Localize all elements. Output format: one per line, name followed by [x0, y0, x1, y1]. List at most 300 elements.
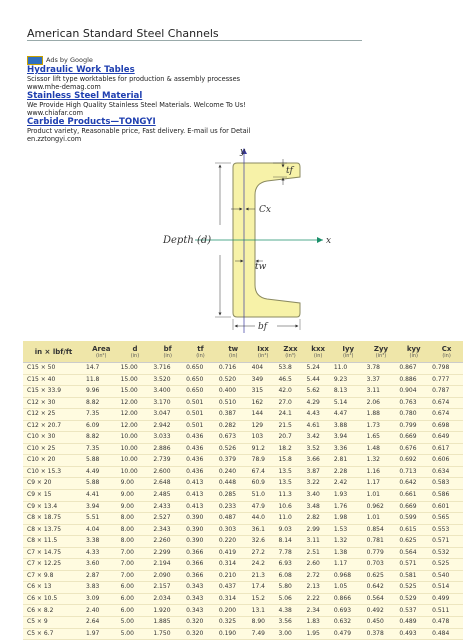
table-cell: 0.510 [217, 397, 250, 409]
table-cell: 46.5 [276, 374, 304, 386]
table-cell: 3.38 [84, 536, 119, 548]
table-cell: 4.49 [84, 466, 119, 478]
table-cell: 5.80 [276, 582, 304, 594]
column-header-label: kyy [406, 344, 421, 353]
tf-label: tf [286, 166, 293, 176]
table-cell: 2.22 [304, 593, 331, 605]
table-cell: 15.8 [276, 455, 304, 467]
table-cell: 0.390 [184, 536, 217, 548]
table-cell: 0.581 [397, 570, 430, 582]
table-cell: 0.564 [397, 547, 430, 559]
x-axis-label: x [326, 236, 332, 246]
ad-description: Product variety, Reasonable price, Fast delivery. E-mail us for Detail [27, 127, 251, 135]
table-cell: 0.777 [430, 374, 463, 386]
table-cell: C6 × 13 [23, 582, 84, 594]
table-cell: 36.1 [250, 524, 277, 536]
table-cell: C5 × 9 [23, 617, 84, 629]
table-cell: 0.904 [397, 386, 430, 398]
table-cell: 0.642 [365, 582, 398, 594]
table-row [23, 524, 463, 536]
table-cell: 0.642 [397, 478, 430, 490]
table-cell: C15 × 33.9 [23, 386, 84, 398]
table-cell: 0.233 [217, 501, 250, 513]
table-cell: 3.94 [332, 432, 365, 444]
table-cell: C12 × 20.7 [23, 420, 84, 432]
table-row [23, 409, 463, 421]
table-cell: 2.06 [365, 397, 398, 409]
table-cell: 0.669 [397, 501, 430, 513]
table-cell: 5.00 [119, 617, 152, 629]
table-cell: 0.599 [397, 513, 430, 525]
ad-title-link[interactable]: Carbide Products—TONGYI [27, 117, 156, 127]
table-cell: 1.05 [332, 582, 365, 594]
table-cell: 13.5 [276, 466, 304, 478]
table-cell: 3.37 [365, 374, 398, 386]
table-cell: 0.413 [184, 478, 217, 490]
column-header-unit: (in) [130, 352, 140, 359]
table-cell: 103 [250, 432, 277, 444]
table-cell: 12.00 [119, 409, 152, 421]
ad-item [27, 117, 367, 143]
y-axis-label: y [240, 147, 246, 157]
table-cell: 24.1 [276, 409, 304, 421]
table-cell: 1.17 [332, 559, 365, 571]
table-cell: 11.8 [84, 374, 119, 386]
table-cell: 0.479 [332, 628, 365, 640]
table-cell: 2.433 [151, 501, 184, 513]
table-cell: 7.00 [119, 559, 152, 571]
column-header-label: Zyy [373, 344, 389, 353]
table-cell: 51.0 [250, 490, 277, 502]
table-cell: 2.34 [304, 605, 331, 617]
page-title: American Standard Steel Channels [27, 27, 219, 40]
table-cell: 0.200 [217, 605, 250, 617]
column-header-unit: (in) [409, 352, 418, 359]
table-cell: 0.674 [430, 409, 463, 421]
table-cell: 2.60 [304, 559, 331, 571]
table-cell: 0.220 [217, 536, 250, 548]
table-cell: 0.553 [430, 524, 463, 536]
table-cell: 162 [250, 397, 277, 409]
column-header-label: in × lbf/ft [34, 347, 73, 356]
table-cell: 5.88 [84, 478, 119, 490]
table-cell: 1.01 [365, 513, 398, 525]
table-cell: 1.32 [332, 536, 365, 548]
table-cell: 0.450 [365, 617, 398, 629]
table-cell: 0.703 [365, 559, 398, 571]
table-cell: 0.487 [217, 513, 250, 525]
table-body [23, 363, 463, 640]
table-cell: 0.366 [184, 559, 217, 571]
table-cell: C8 × 13.75 [23, 524, 84, 536]
table-cell: 0.854 [365, 524, 398, 536]
table-header-row [23, 341, 463, 363]
table-cell: 3.170 [151, 397, 184, 409]
table-row [23, 363, 463, 375]
table-cell: 53.8 [276, 363, 304, 375]
table-cell: 5.51 [84, 513, 119, 525]
table-cell: 7.35 [84, 443, 119, 455]
table-cell: 3.047 [151, 409, 184, 421]
table-cell: 3.09 [84, 593, 119, 605]
table-cell: 2.51 [304, 547, 331, 559]
table-cell: 3.87 [304, 466, 331, 478]
table-cell: 21.5 [276, 420, 304, 432]
table-cell: 0.240 [217, 466, 250, 478]
table-cell: 1.83 [304, 617, 331, 629]
table-cell: 0.564 [365, 593, 398, 605]
table-cell: C7 × 12.25 [23, 559, 84, 571]
table-cell: 13.1 [250, 605, 277, 617]
table-cell: 1.17 [365, 478, 398, 490]
table-cell: 11.0 [276, 513, 304, 525]
table-cell: 0.583 [430, 478, 463, 490]
table-cell: 5.62 [304, 386, 331, 398]
ad-title-link[interactable]: Stainless Steel Material [27, 91, 143, 101]
table-cell: 7.00 [119, 570, 152, 582]
column-header-label: Iyy [342, 344, 355, 353]
table-cell: 1.53 [332, 524, 365, 536]
table-cell: 5.24 [304, 363, 331, 375]
ad-url[interactable]: www.chiafar.com [27, 109, 83, 117]
table-cell: 0.400 [217, 386, 250, 398]
table-cell: 15.00 [119, 386, 152, 398]
table-cell: 2.299 [151, 547, 184, 559]
table-cell: 9.00 [119, 501, 152, 513]
table-cell: 0.781 [365, 536, 398, 548]
table-cell: 0.413 [184, 490, 217, 502]
table-cell: 0.379 [217, 455, 250, 467]
table-cell: 0.436 [184, 443, 217, 455]
table-cell: C7 × 9.8 [23, 570, 84, 582]
table-cell: 6.00 [119, 593, 152, 605]
table-cell: 0.525 [430, 559, 463, 571]
table-cell: 0.661 [397, 490, 430, 502]
table-cell: 3.033 [151, 432, 184, 444]
table-cell: 2.28 [332, 466, 365, 478]
table-cell: 60.9 [250, 478, 277, 490]
table-cell: 0.511 [430, 605, 463, 617]
table-cell: 0.649 [430, 432, 463, 444]
table-cell: C7 × 14.75 [23, 547, 84, 559]
table-cell: 11.0 [332, 363, 365, 375]
table-row [23, 374, 463, 386]
table-cell: 1.01 [365, 490, 398, 502]
table-cell: 0.713 [397, 466, 430, 478]
table-cell: 9.03 [276, 524, 304, 536]
table-row [23, 628, 463, 640]
tw-label: tw [255, 262, 267, 272]
adchoices-icon[interactable] [27, 56, 43, 65]
table-cell: 10.00 [119, 432, 152, 444]
table-cell: 0.669 [397, 432, 430, 444]
table-cell: 0.520 [217, 374, 250, 386]
title-divider [27, 40, 362, 41]
table-cell: 0.478 [430, 617, 463, 629]
table-cell: 4.43 [304, 409, 331, 421]
table-cell: C12 × 25 [23, 409, 84, 421]
table-cell: 3.52 [304, 443, 331, 455]
table-cell: 0.190 [217, 628, 250, 640]
table-cell: 0.799 [397, 420, 430, 432]
table-cell: 3.88 [332, 420, 365, 432]
table-cell: 3.11 [365, 386, 398, 398]
table-cell: 0.537 [397, 605, 430, 617]
table-cell: 0.886 [397, 374, 430, 386]
table-cell: 3.40 [304, 490, 331, 502]
table-cell: 0.436 [184, 466, 217, 478]
table-cell: 91.2 [250, 443, 277, 455]
column-header [23, 341, 84, 363]
table-cell: 1.885 [151, 617, 184, 629]
table-cell: 0.606 [430, 455, 463, 467]
table-cell: 0.210 [217, 570, 250, 582]
table-cell: 0.343 [184, 605, 217, 617]
table-cell: 12.00 [119, 420, 152, 432]
table-cell: 44.0 [250, 513, 277, 525]
column-header-unit: (in) [442, 352, 451, 359]
table-cell: 0.968 [332, 570, 365, 582]
table-cell: 12.00 [119, 397, 152, 409]
table-cell: 3.48 [304, 501, 331, 513]
table-cell: 6.08 [276, 570, 304, 582]
table-cell: 8.00 [119, 536, 152, 548]
table-cell: 2.157 [151, 582, 184, 594]
ad-description: Scissor lift type worktables for production & assembly processes [27, 75, 241, 83]
table-cell: 4.33 [84, 547, 119, 559]
table-cell: 4.04 [84, 524, 119, 536]
column-header-label: tf [197, 344, 204, 353]
table-cell: 11.3 [276, 490, 304, 502]
table-cell: 1.16 [365, 466, 398, 478]
column-header-label: d [132, 344, 138, 353]
table-cell: 0.525 [397, 582, 430, 594]
table-cell: 2.42 [332, 478, 365, 490]
table-cell: 2.72 [304, 570, 331, 582]
table-cell: 1.73 [365, 420, 398, 432]
table-cell: 2.648 [151, 478, 184, 490]
table-cell: 8.00 [119, 513, 152, 525]
table-cell: 2.87 [84, 570, 119, 582]
table-cell: 404 [250, 363, 277, 375]
table-cell: 78.9 [250, 455, 277, 467]
table-cell: 2.343 [151, 524, 184, 536]
table-cell: 0.314 [217, 559, 250, 571]
table-cell: C10 × 15.3 [23, 466, 84, 478]
table-cell: 0.565 [430, 513, 463, 525]
table-cell: 0.325 [217, 617, 250, 629]
ad-item [27, 65, 367, 91]
ad-title-link[interactable]: Hydraulic Work Tables [27, 65, 135, 75]
table-cell: 0.674 [430, 397, 463, 409]
table-cell: 0.676 [397, 443, 430, 455]
column-header-label: tw [228, 344, 239, 353]
table-cell: 0.366 [184, 570, 217, 582]
depth-label: Depth (d) [163, 235, 212, 246]
table-cell: 0.436 [184, 432, 217, 444]
table-cell: 0.378 [365, 628, 398, 640]
table-cell: 1.98 [332, 513, 365, 525]
table-cell: 0.314 [217, 593, 250, 605]
table-row [23, 570, 463, 582]
ad-description: We Provide High Quality Stainless Steel Materials. Welcome To Us! [27, 101, 246, 109]
column-header [365, 341, 398, 363]
table-cell: 0.285 [217, 490, 250, 502]
table-cell: 0.867 [397, 363, 430, 375]
table-cell: 10.00 [119, 455, 152, 467]
table-row [23, 582, 463, 594]
table-cell: 7.49 [250, 628, 277, 640]
table-row [23, 513, 463, 525]
table-cell: 0.501 [184, 409, 217, 421]
table-cell: 47.9 [250, 501, 277, 513]
table-cell: 0.866 [332, 593, 365, 605]
column-header [304, 341, 331, 363]
table-cell: 0.413 [184, 501, 217, 513]
table-cell: 0.390 [184, 513, 217, 525]
table-cell: 2.600 [151, 466, 184, 478]
ad-item [27, 91, 367, 117]
table-cell: 6.00 [119, 582, 152, 594]
table-cell: 5.88 [84, 455, 119, 467]
channel-section-diagram [155, 145, 355, 340]
table-cell: 18.2 [276, 443, 304, 455]
table-cell: 6.09 [84, 420, 119, 432]
table-cell: 2.034 [151, 593, 184, 605]
table-cell: 7.00 [119, 547, 152, 559]
table-cell: 0.634 [430, 466, 463, 478]
table-cell: 20.7 [276, 432, 304, 444]
ads-block [27, 55, 367, 143]
table-cell: 0.615 [397, 524, 430, 536]
table-cell: 0.419 [217, 547, 250, 559]
table-cell: 0.650 [184, 374, 217, 386]
column-header-unit: (in) [163, 352, 172, 359]
table-cell: 1.38 [332, 547, 365, 559]
ads-label[interactable]: Ads by Google [46, 56, 93, 64]
table-cell: 3.83 [84, 582, 119, 594]
ad-url[interactable]: en.zztongyi.com [27, 135, 82, 143]
table-cell: 1.88 [365, 409, 398, 421]
table-cell: 0.698 [430, 420, 463, 432]
column-header-unit: (in) [313, 352, 323, 359]
table-cell: 24.2 [250, 559, 277, 571]
table-cell: 3.400 [151, 386, 184, 398]
table-cell: 0.343 [184, 593, 217, 605]
table-cell: 3.22 [304, 478, 331, 490]
table-cell: 0.625 [365, 570, 398, 582]
table-cell: 3.78 [365, 363, 398, 375]
table-cell: 0.320 [184, 617, 217, 629]
table-cell: 0.632 [332, 617, 365, 629]
column-header-unit: (in) [196, 352, 205, 359]
table-cell: 144 [250, 409, 277, 421]
table-cell: 0.780 [397, 409, 430, 421]
table-cell: 129 [250, 420, 277, 432]
table-cell: 3.42 [304, 432, 331, 444]
table-cell: C15 × 40 [23, 374, 84, 386]
table-cell: 0.282 [217, 420, 250, 432]
table-cell: 2.194 [151, 559, 184, 571]
table-cell: C9 × 15 [23, 490, 84, 502]
table-cell: 3.60 [84, 559, 119, 571]
ads-by-google[interactable] [27, 55, 367, 65]
table-cell: 3.56 [276, 617, 304, 629]
table-cell: 3.00 [276, 628, 304, 640]
table-cell: 8.82 [84, 397, 119, 409]
table-cell: C9 × 20 [23, 478, 84, 490]
table-cell: 2.527 [151, 513, 184, 525]
ad-url[interactable]: www.mhe-demag.com [27, 83, 101, 91]
table-cell: 0.693 [332, 605, 365, 617]
table-cell: 0.436 [184, 455, 217, 467]
table-cell: 2.99 [304, 524, 331, 536]
table-cell: 4.29 [304, 397, 331, 409]
table-cell: 3.66 [304, 455, 331, 467]
table-cell: 349 [250, 374, 277, 386]
table-cell: 5.06 [276, 593, 304, 605]
table-cell: C9 × 13.4 [23, 501, 84, 513]
table-cell: 42.0 [276, 386, 304, 398]
table-cell: 4.41 [84, 490, 119, 502]
table-cell: 8.14 [276, 536, 304, 548]
column-header [184, 341, 217, 363]
table-cell: 2.13 [304, 582, 331, 594]
table-cell: 4.61 [304, 420, 331, 432]
table-cell: 2.485 [151, 490, 184, 502]
table-cell: 0.571 [397, 559, 430, 571]
table-cell: 21.3 [250, 570, 277, 582]
table-cell: 315 [250, 386, 277, 398]
x-axis-arrow-icon [317, 237, 323, 243]
table-cell: 2.886 [151, 443, 184, 455]
table-cell: 1.920 [151, 605, 184, 617]
table-cell: 2.40 [84, 605, 119, 617]
table-cell: 1.93 [332, 490, 365, 502]
column-header-unit: (in³) [285, 352, 296, 359]
table-cell: 32.6 [250, 536, 277, 548]
table-row [23, 547, 463, 559]
table-row [23, 397, 463, 409]
table-cell: 0.650 [184, 386, 217, 398]
table-cell: 0.787 [430, 386, 463, 398]
table-cell: 0.492 [365, 605, 398, 617]
table-row [23, 617, 463, 629]
table-cell: 0.343 [184, 582, 217, 594]
table-cell: 0.366 [184, 547, 217, 559]
steel-channels-table [23, 341, 463, 640]
table-cell: 8.00 [119, 524, 152, 536]
table-cell: 1.65 [365, 432, 398, 444]
column-header [276, 341, 304, 363]
column-header-unit: (in) [229, 352, 238, 359]
table-cell: 0.499 [430, 593, 463, 605]
table-cell: 2.260 [151, 536, 184, 548]
column-header [217, 341, 250, 363]
table-cell: 0.437 [217, 582, 250, 594]
table-cell: 2.82 [304, 513, 331, 525]
table-cell: 10.00 [119, 466, 152, 478]
table-row [23, 420, 463, 432]
table-cell: 0.303 [217, 524, 250, 536]
table-cell: 15.00 [119, 374, 152, 386]
table-row [23, 501, 463, 513]
table-cell: 27.0 [276, 397, 304, 409]
table-row [23, 443, 463, 455]
column-header-unit: (in⁴) [342, 352, 354, 359]
column-header [119, 341, 152, 363]
table-cell: C10 × 25 [23, 443, 84, 455]
